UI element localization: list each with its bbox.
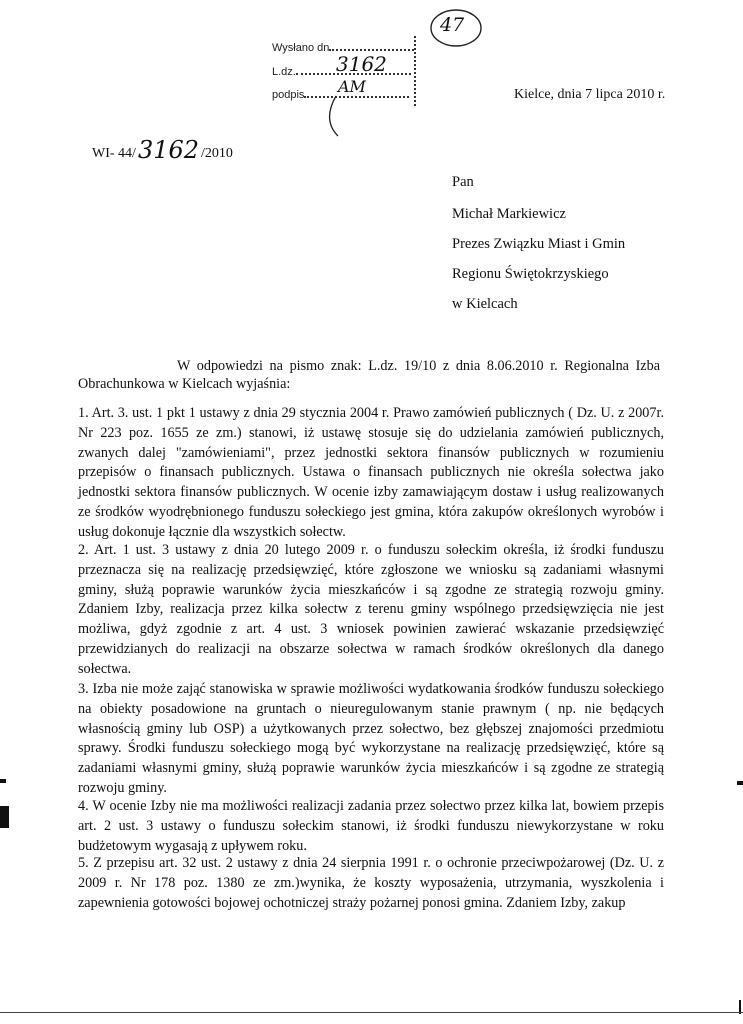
stamp-signature-label: podpis — [272, 89, 305, 101]
stamp-right-border — [414, 36, 418, 106]
addressee-region: Regionu Świętokrzyskiego — [452, 266, 609, 282]
stamp-ldz-handwritten: 3162 — [336, 52, 387, 76]
scan-edge-mark — [737, 781, 743, 785]
reference-suffix: /2010 — [201, 146, 233, 161]
page-number-handwritten: 47 — [440, 14, 465, 36]
stamp-ldz-label: L.dz. — [272, 66, 296, 78]
addressee-name: Michał Markiewicz — [452, 206, 566, 222]
reference-number — [92, 136, 233, 164]
intro-line-2: Obrachunkowa w Kielcach wyjaśnia: — [78, 376, 291, 392]
dotted-line — [329, 43, 414, 51]
reference-handwritten: 3162 — [137, 136, 200, 164]
stamp-signature-handwritten: AM — [338, 77, 366, 96]
addressee-position: Prezes Związku Miast i Gmin — [452, 236, 626, 252]
paragraph-3: 3. Izba nie może zająć stanowiska w sprawie możliwości wydatkowania środków funduszu sołeckiego na obiekty posadowione na gruntach o nieuregulowanym stanie prawnym ( np. nie będących własnością gminy lub OSP) a użytkowanych przez sołectwo, bez głębszej znajomości przedmiotu sprawy. Środki funduszu sołeckiego mogą być wykorzystane na realizację przedsięwzięć, które są zadaniami własnymi gminy, służą poprawie warunków życia mieszkańców i są zgodne ze strategią rozwoju gminy. — [78, 681, 664, 796]
scan-bottom-edge — [0, 1012, 743, 1013]
scan-edge-mark — [0, 806, 9, 828]
paragraph-4: 4. W ocenie Izby nie ma możliwości realizacji zadania przez sołectwo przez kilka lat, bowiem przepis art. 2 ust. 3 ustawy o funduszu sołeckim stanowi, iż środki funduszu niewykorzystane w roku budżetowym wygasają z upływem roku. — [78, 798, 664, 854]
scan-edge-mark — [0, 779, 6, 783]
stamp-sent-label: Wysłano dn — [272, 42, 330, 54]
addressee-salutation: Pan — [452, 174, 474, 190]
paragraph-5: 5. Z przepisu art. 32 ust. 2 ustawy z dnia 24 sierpnia 1991 r. o ochronie przeciwpożarowej (Dz. U. z 2009 r. Nr 178 poz. 1380 ze zm.)wynika, że koszty wyposażenia, utrzymania, wyszkolenia i zapewnienia gotowości bojowej ochotniczej straży pożarnej ponosi gmina. Zdaniem Izby, zakup — [78, 855, 664, 911]
place-date: Kielce, dnia 7 lipca 2010 r. — [514, 87, 666, 102]
intro-line-1: W odpowiedzi na pismo znak: L.dz. 19/10 z dnia 8.06.2010 r. Regionalna Izba — [177, 358, 660, 374]
paragraph-2: 2. Art. 1 ust. 3 ustawy z dnia 20 lutego 2009 r. o funduszu sołeckim określa, iż środki funduszu przeznacza się na realizację przedsięwzięć, które zgłoszone we wniosku są zadaniami własnymi gminy, służą poprawie warunków życia mieszkańców i są zgodne ze strategią rozwoju gminy. Zdaniem Izby, realizacja przez kilka sołectw z terenu gminy wspólnego przedsięwzięcia nie jest możliwa, gdyż zgodnie z art. 4 ust. 3 wniosek powinien zawierać wskazanie przedsięwzięć przewidzianych do realizacji na obszarze sołectwa w ramach środków określonych dla danego sołectwa. — [78, 542, 664, 677]
paragraph-1: 1. Art. 3. ust. 1 pkt 1 ustawy z dnia 29 stycznia 2004 r. Prawo zamówień publicznych ( Dz. U. z 2007r. Nr 223 poz. 1655 ze zm.) stanowi, iż ustawę stosuje się do udzielania zamówień publicznych, zwanych dalej "zamówieniami", przez jednostki sektora finansów publicznych w rozumieniu przepisów o finansach publicznych. Ustawa o finansach publicznych nie określa sołectwa jako jednostki sektora finansów publicznych. W ocenie izby zamawiającym dostaw i usług realizowanych ze środków wyodrębnionego funduszu sołeckiego jest gmina, która zakupów określonych wyrobów i usług dokonuje łącznie dla wszystkich sołectw. — [78, 405, 664, 540]
addressee-city: w Kielcach — [452, 296, 518, 312]
pen-stroke — [322, 94, 342, 140]
reference-prefix: WI- 44/ — [92, 146, 136, 161]
